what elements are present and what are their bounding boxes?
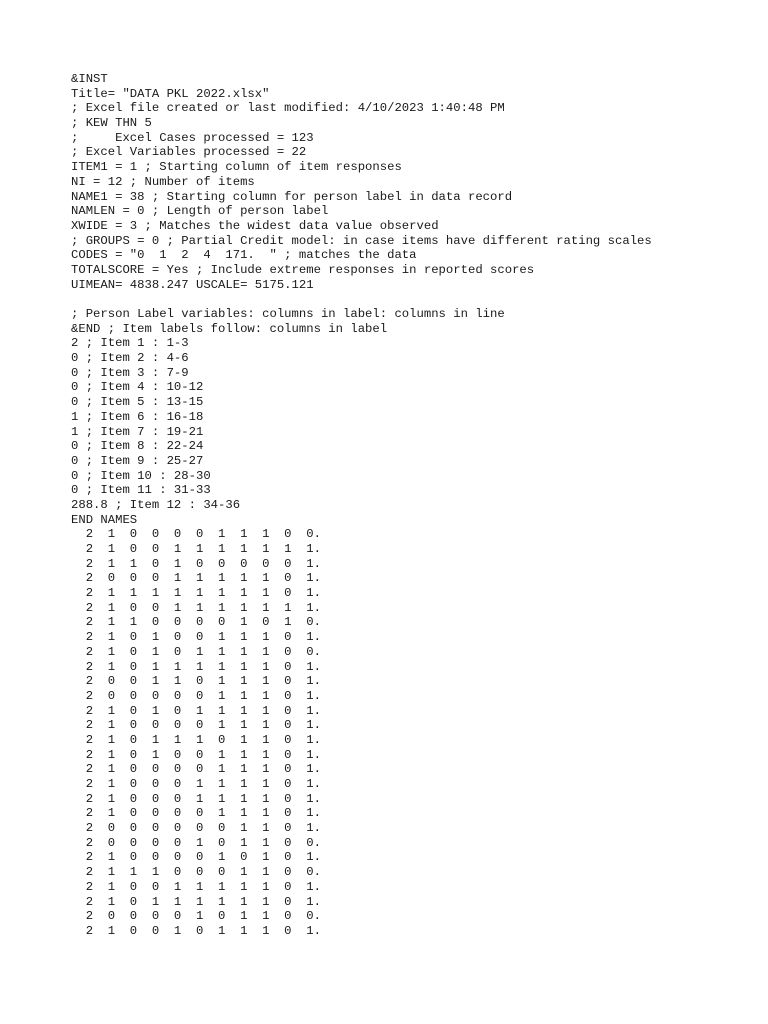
text-line: ; Person Label variables: columns in label: columns in line [71, 307, 505, 321]
text-line: 2 1 0 1 0 0 1 1 1 0 1. [71, 747, 321, 762]
text-line: ; Excel Variables processed = 22 [71, 145, 307, 160]
text-line: &INST [71, 72, 108, 86]
text-line: END NAMES [71, 512, 138, 527]
text-line: 2 1 0 0 0 0 1 1 1 0 1. [71, 718, 321, 733]
text-line: 1 ; Item 7 : 19-21 [71, 424, 204, 439]
text-line: 2 1 0 1 1 1 1 1 1 0 1. [71, 659, 321, 674]
text-line: 2 1 0 1 0 0 1 1 1 0 1. [71, 630, 321, 645]
text-line: ; GROUPS = 0 ; Partial Credit model: in case items have different rating scales [71, 233, 652, 248]
text-line: 2 1 0 0 1 0 1 1 1 0 1. [71, 923, 321, 938]
text-line: 0 ; Item 9 : 25-27 [71, 453, 204, 468]
text-line: 2 1 0 0 1 1 1 1 1 1 1. [71, 600, 321, 615]
text-line: 2 1 0 1 1 1 1 1 1 0 1. [71, 894, 321, 909]
text-line: 2 1 1 1 0 0 0 1 1 0 0. [71, 865, 321, 880]
text-line: 1 ; Item 6 : 16-18 [71, 409, 204, 424]
text-line: 0 ; Item 8 : 22-24 [71, 439, 204, 454]
text-line: 2 ; Item 1 : 1-3 [71, 336, 189, 351]
text-line: 2 1 1 0 0 0 0 1 0 1 0. [71, 615, 321, 630]
text-line: 0 ; Item 4 : 10-12 [71, 380, 204, 395]
text-line: TOTALSCORE = Yes ; Include extreme responses in reported scores [71, 262, 535, 277]
text-line: 2 0 0 0 0 0 0 1 1 0 1. [71, 821, 321, 836]
text-line: 2 0 0 1 1 0 1 1 1 0 1. [71, 674, 321, 689]
text-line: Title= "DATA PKL 2022.xlsx" [71, 86, 270, 101]
text-line [71, 292, 652, 307]
text-line: ; Excel file created or last modified: 4/10/2023 1:40:48 PM [71, 101, 505, 116]
text-line: 2 1 0 0 0 0 1 0 1 0 1. [71, 850, 321, 865]
text-line: 0 ; Item 2 : 4-6 [71, 351, 189, 366]
text-line: 2 0 0 0 0 1 0 1 1 0 0. [71, 835, 321, 850]
text-line: 2 1 0 0 0 1 1 1 1 0 1. [71, 791, 321, 806]
text-line: 2 1 0 0 1 1 1 1 1 0 1. [71, 879, 321, 894]
text-line: 2 0 0 0 0 0 1 1 1 0 1. [71, 688, 321, 703]
text-line: NAME1 = 38 ; Starting column for person label in data record [71, 189, 513, 204]
text-line: XWIDE = 3 ; Matches the widest data value observed [71, 218, 439, 233]
text-line: 0 ; Item 10 : 28-30 [71, 468, 211, 483]
text-line: 2 1 0 0 0 0 1 1 1 0 0. [71, 527, 321, 542]
text-line: 2 0 0 0 1 1 1 1 1 0 1. [71, 571, 321, 586]
text-line: 2 1 0 0 0 0 1 1 1 0 1. [71, 762, 321, 777]
text-line: ; KEW THN 5 [71, 116, 152, 131]
text-line: NI = 12 ; Number of items [71, 174, 255, 189]
text-line: 2 1 0 1 0 1 1 1 1 0 1. [71, 703, 321, 718]
text-line: ITEM1 = 1 ; Starting column of item responses [71, 160, 402, 175]
text-line: 2 1 0 0 0 0 1 1 1 0 1. [71, 806, 321, 821]
text-line: 0 ; Item 5 : 13-15 [71, 395, 204, 410]
text-line: 2 1 0 1 0 1 1 1 1 0 0. [71, 644, 321, 659]
text-line: UIMEAN= 4838.247 USCALE= 5175.121 [71, 277, 314, 292]
text-line: 2 1 0 0 1 1 1 1 1 1 1. [71, 542, 321, 556]
text-line: 0 ; Item 11 : 31-33 [71, 483, 211, 498]
control-file-text [71, 72, 652, 939]
text-line: NAMLEN = 0 ; Length of person label [71, 204, 329, 219]
text-line: &END ; Item labels follow: columns in label [71, 321, 388, 336]
text-line: 288.8 ; Item 12 : 34-36 [71, 497, 241, 512]
text-line: ; Excel Cases processed = 123 [71, 130, 314, 145]
text-line: 2 1 0 0 0 1 1 1 1 0 1. [71, 777, 321, 791]
text-line: 0 ; Item 3 : 7-9 [71, 365, 189, 380]
text-line: 2 0 0 0 0 1 0 1 1 0 0. [71, 909, 321, 924]
text-line: 2 1 0 1 1 1 0 1 1 0 1. [71, 732, 321, 747]
text-line: 2 1 1 1 1 1 1 1 1 0 1. [71, 586, 321, 601]
text-line: CODES = "0 1 2 4 171. " ; matches the data [71, 248, 417, 263]
text-line: 2 1 1 0 1 0 0 0 0 0 1. [71, 556, 321, 571]
